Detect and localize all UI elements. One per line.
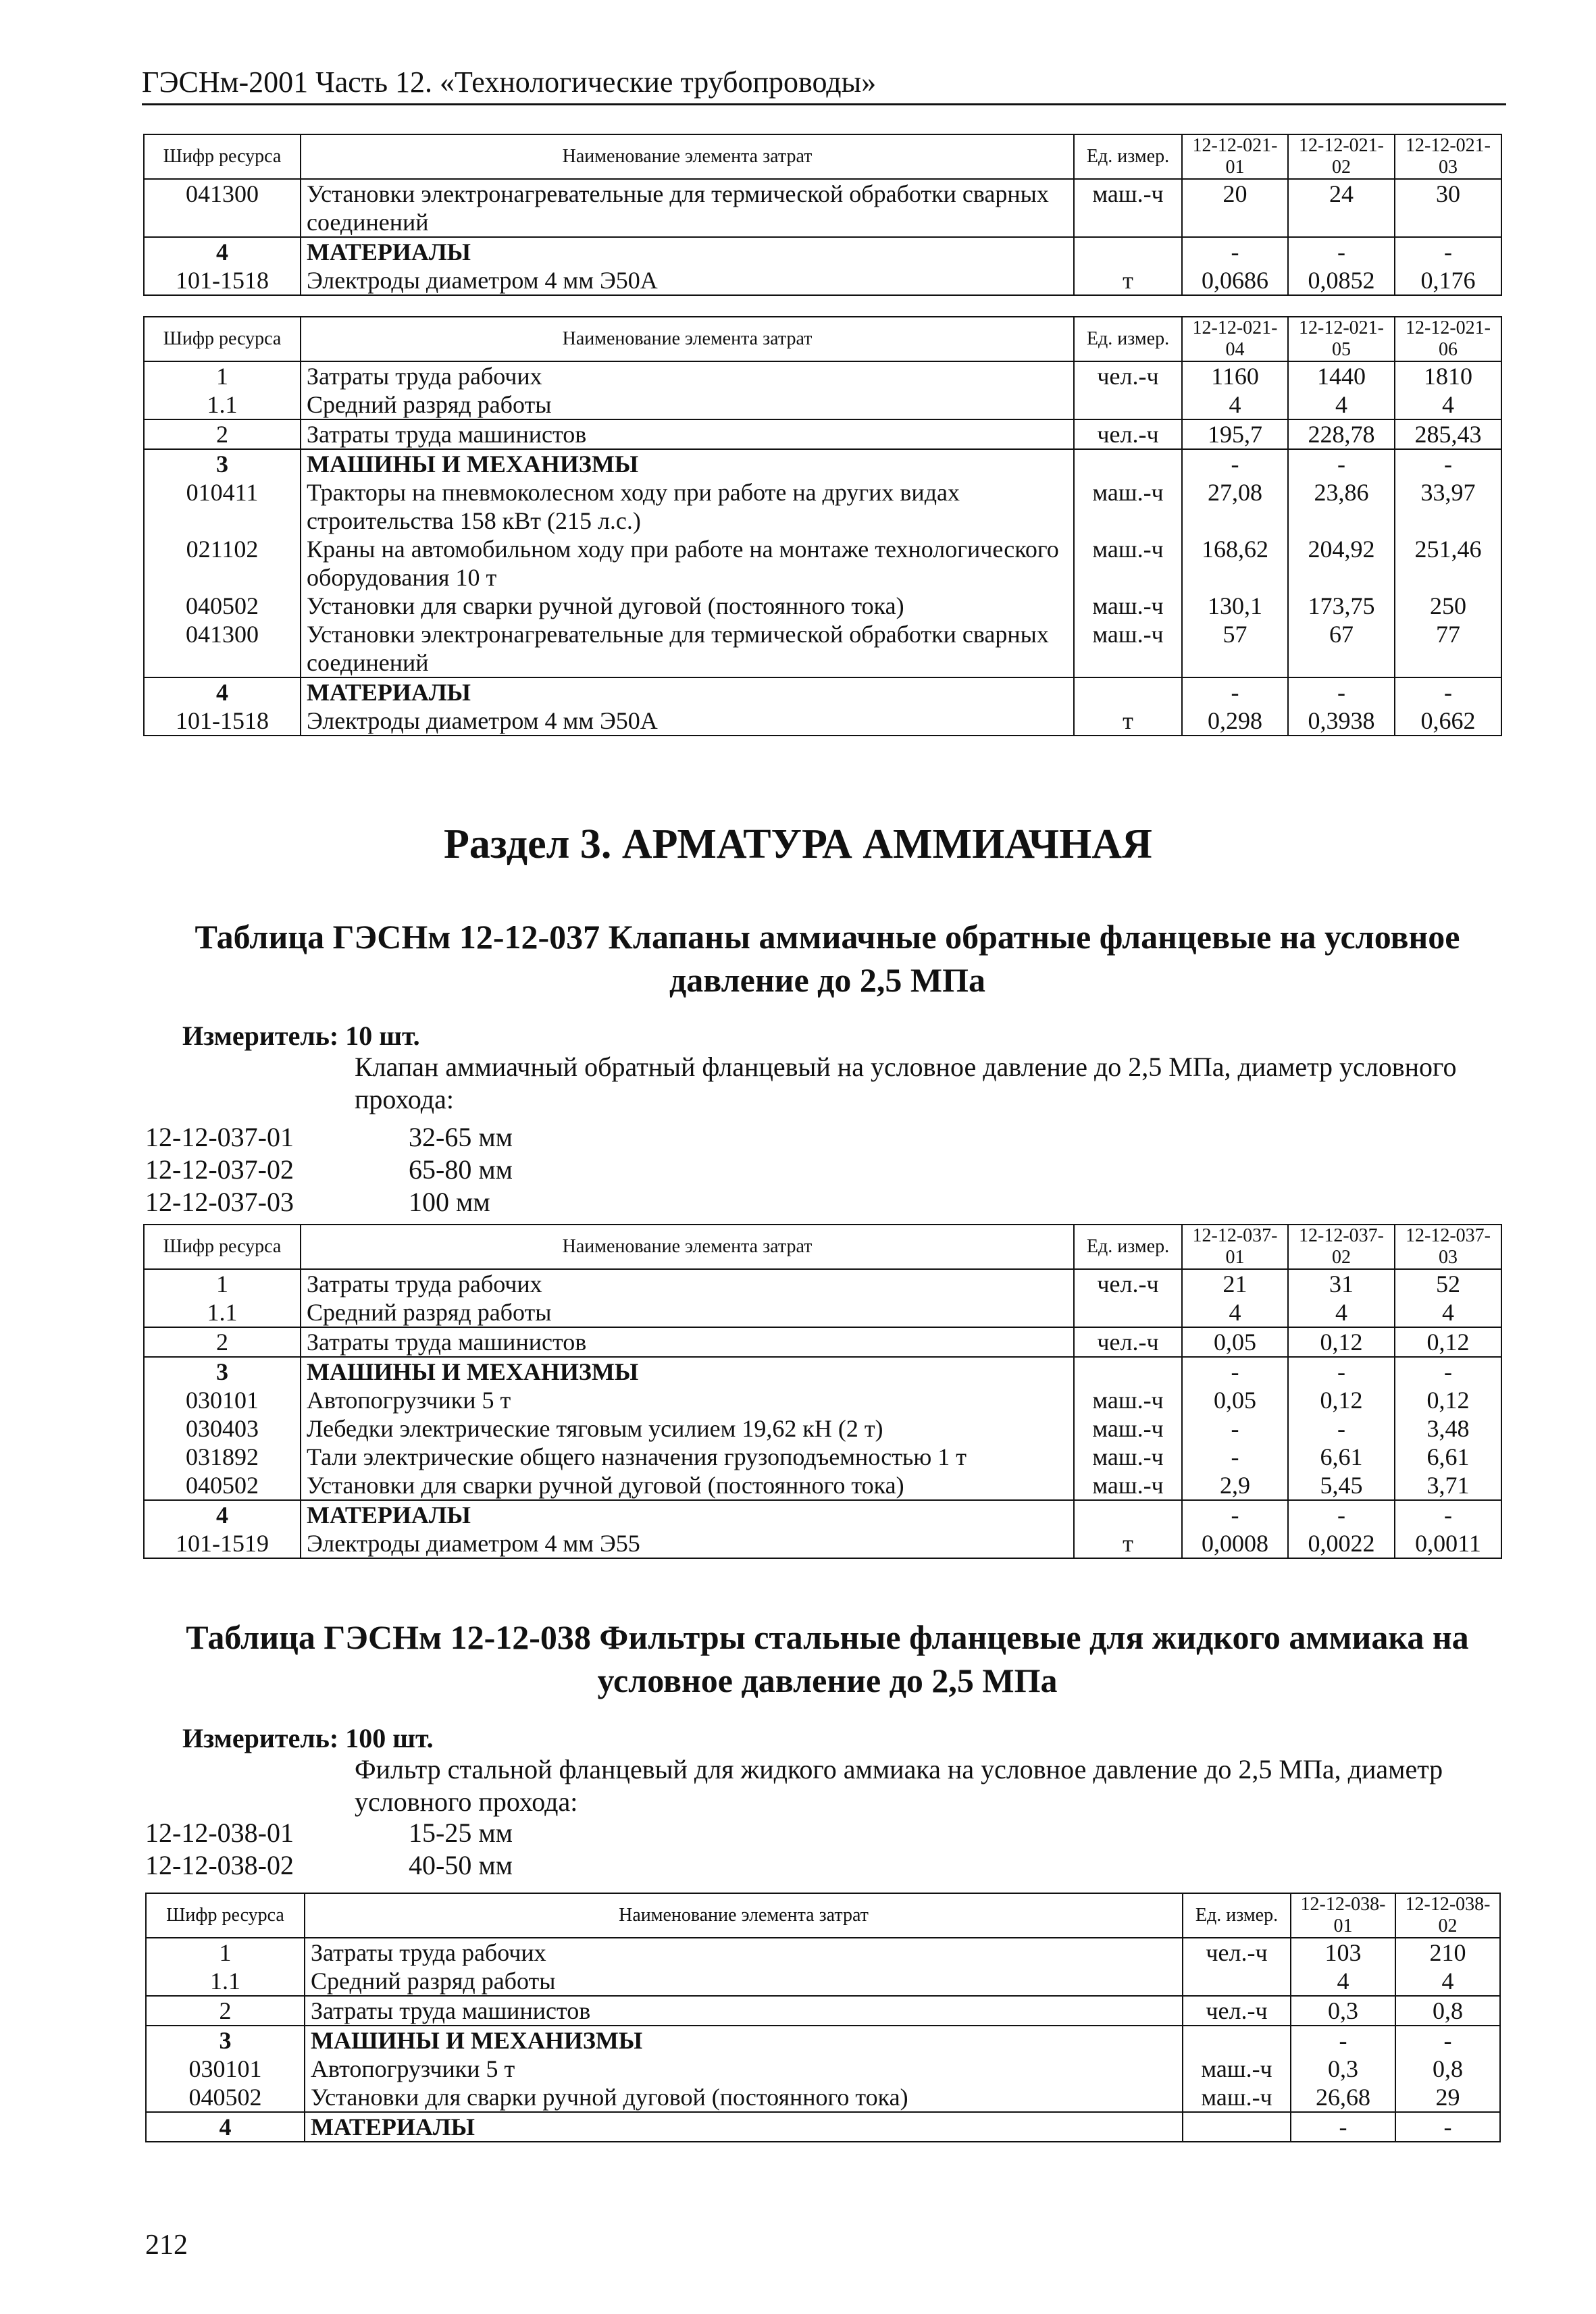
- value: -: [1182, 449, 1288, 478]
- unit: маш.-ч: [1183, 2055, 1291, 2083]
- table-row: [144, 1298, 1501, 1327]
- group-title: МАШИНЫ И МЕХАНИЗМЫ: [301, 1357, 1074, 1386]
- col-norm-header: 12-12-038-01: [1291, 1893, 1395, 1938]
- col-unit-header: Ед. измер.: [1183, 1893, 1291, 1938]
- value: 103: [1291, 1938, 1395, 1967]
- table-title-038: Таблица ГЭСНм 12-12-038 Фильтры стальные фланцевые для жидкого аммиака на условное давление до 2,5 МПа: [186, 1618, 1469, 1699]
- unit: маш.-ч: [1074, 179, 1182, 237]
- unit: [1183, 2026, 1291, 2055]
- table-header: [144, 134, 1501, 179]
- value: 77: [1395, 620, 1501, 677]
- value: 130,1: [1182, 592, 1288, 620]
- resource-code: 3: [144, 449, 301, 478]
- value: 0,12: [1288, 1386, 1395, 1414]
- resource-name: Затраты труда рабочих: [301, 1269, 1074, 1298]
- resource-code: 021102: [144, 535, 301, 592]
- unit: [1074, 677, 1182, 706]
- value: 4: [1291, 1967, 1395, 1996]
- unit: маш.-ч: [1074, 1414, 1182, 1443]
- group-title: МАТЕРИАЛЫ: [301, 1500, 1074, 1529]
- value: 0,8: [1395, 1996, 1500, 2026]
- table-header: [146, 1893, 1500, 1938]
- table-row: [144, 677, 1501, 706]
- value: -: [1288, 677, 1395, 706]
- table-header: [144, 317, 1501, 361]
- value: 67: [1288, 620, 1395, 677]
- table-row: [144, 1386, 1501, 1414]
- value: -: [1182, 1357, 1288, 1386]
- col-code-header: Шифр ресурса: [144, 317, 301, 361]
- value: 4: [1288, 1298, 1395, 1327]
- value: 0,3: [1291, 1996, 1395, 2026]
- value: -: [1288, 237, 1395, 266]
- value: -: [1395, 677, 1501, 706]
- resource-name: Электроды диаметром 4 мм Э50А: [301, 706, 1074, 736]
- value: 0,662: [1395, 706, 1501, 736]
- resource-table-038: [145, 1893, 1501, 2142]
- unit: чел.-ч: [1074, 1269, 1182, 1298]
- col-norm-header: 12-12-021-05: [1288, 317, 1395, 361]
- variant-text: 40-50 мм: [409, 1850, 513, 1880]
- resource-name: Средний разряд работы: [301, 1298, 1074, 1327]
- value: 4: [1395, 1967, 1500, 1996]
- value: -: [1395, 237, 1501, 266]
- value: 0,0852: [1288, 266, 1395, 295]
- variant-code: 12-12-037-01: [145, 1122, 294, 1152]
- resource-code: 2: [144, 419, 301, 449]
- value: 23,86: [1288, 478, 1395, 535]
- resource-name: Средний разряд работы: [305, 1967, 1183, 1996]
- value: 251,46: [1395, 535, 1501, 592]
- section-title: Раздел 3. АРМАТУРА АММИАЧНАЯ: [444, 821, 1152, 867]
- value: 0,12: [1395, 1327, 1501, 1357]
- measure-line: [182, 1020, 420, 1052]
- col-norm-header: 12-12-038-02: [1395, 1893, 1500, 1938]
- col-name-header: Наименование элемента затрат: [301, 317, 1074, 361]
- resource-code: 101-1518: [144, 706, 301, 736]
- table-row: [144, 237, 1501, 266]
- resource-code: 030403: [144, 1414, 301, 1443]
- resource-name: Автопогрузчики 5 т: [305, 2055, 1183, 2083]
- value: 30: [1395, 179, 1501, 237]
- unit: [1183, 2112, 1291, 2142]
- table-row: [144, 478, 1501, 535]
- table-row: [144, 419, 1501, 449]
- resource-code: 010411: [144, 478, 301, 535]
- variant-text: 15-25 мм: [409, 1818, 513, 1848]
- resource-name: Электроды диаметром 4 мм Э55: [301, 1529, 1074, 1558]
- value: -: [1291, 2112, 1395, 2142]
- resource-code: 3: [144, 1357, 301, 1386]
- value: 21: [1182, 1269, 1288, 1298]
- running-header: ГЭСНм-2001 Часть 12. «Технологические трубопроводы»: [142, 65, 1506, 105]
- resource-code: 040502: [144, 1471, 301, 1500]
- value: 0,0686: [1182, 266, 1288, 295]
- unit: маш.-ч: [1074, 620, 1182, 677]
- unit: т: [1074, 706, 1182, 736]
- resource-name: Тали электрические общего назначения грузоподъемностью 1 т: [301, 1443, 1074, 1471]
- value: 4: [1182, 1298, 1288, 1327]
- resource-code: 041300: [144, 620, 301, 677]
- table-row: [144, 620, 1501, 677]
- table-row: [144, 179, 1501, 237]
- value: 3,48: [1395, 1414, 1501, 1443]
- unit: [1074, 1298, 1182, 1327]
- resource-code: 1.1: [144, 390, 301, 419]
- value: -: [1291, 2026, 1395, 2055]
- value: 228,78: [1288, 419, 1395, 449]
- value: 6,61: [1395, 1443, 1501, 1471]
- value: 0,05: [1182, 1386, 1288, 1414]
- variant-code: 12-12-037-03: [145, 1187, 294, 1217]
- group-title: МАТЕРИАЛЫ: [305, 2112, 1183, 2142]
- table-row: [144, 1357, 1501, 1386]
- col-norm-header: 12-12-021-04: [1182, 317, 1288, 361]
- group-title: МАШИНЫ И МЕХАНИЗМЫ: [305, 2026, 1183, 2055]
- value: 0,3: [1291, 2055, 1395, 2083]
- page-number: 212: [145, 2230, 188, 2261]
- resource-code: 1.1: [144, 1298, 301, 1327]
- resource-table-021-04-06: [143, 316, 1502, 736]
- resource-code: 031892: [144, 1443, 301, 1471]
- value: -: [1182, 1443, 1288, 1471]
- value: -: [1288, 1500, 1395, 1529]
- value: 0,0022: [1288, 1529, 1395, 1558]
- value: 2,9: [1182, 1471, 1288, 1500]
- resource-name: Затраты труда машинистов: [301, 419, 1074, 449]
- value: 57: [1182, 620, 1288, 677]
- resource-code: 040502: [146, 2083, 305, 2112]
- value: 0,12: [1288, 1327, 1395, 1357]
- value: 5,45: [1288, 1471, 1395, 1500]
- value: 285,43: [1395, 419, 1501, 449]
- unit: [1074, 1357, 1182, 1386]
- resource-name: Тракторы на пневмоколесном ходу при работе на других видах строительства 158 кВт (215 л.с.): [301, 478, 1074, 535]
- resource-name: Затраты труда машинистов: [301, 1327, 1074, 1357]
- value: 0,0011: [1395, 1529, 1501, 1558]
- resource-code: 4: [146, 2112, 305, 2142]
- resource-code: 2: [144, 1327, 301, 1357]
- unit: маш.-ч: [1074, 535, 1182, 592]
- resource-name: Установки для сварки ручной дуговой (постоянного тока): [301, 1471, 1074, 1500]
- table-row: [144, 592, 1501, 620]
- value: 173,75: [1288, 592, 1395, 620]
- resource-name: Электроды диаметром 4 мм Э50А: [301, 266, 1074, 295]
- resource-name: Затраты труда рабочих: [305, 1938, 1183, 1967]
- table-row: [144, 706, 1501, 736]
- table-row: [146, 1938, 1500, 1967]
- value: 0,176: [1395, 266, 1501, 295]
- table-row: [146, 2083, 1500, 2112]
- value: -: [1288, 449, 1395, 478]
- resource-name: Затраты труда рабочих: [301, 361, 1074, 390]
- resource-code: 4: [144, 237, 301, 266]
- table-title-037: Таблица ГЭСНм 12-12-037 Клапаны аммиачные обратные фланцевые на условное давление до 2,5 МПа: [195, 918, 1460, 999]
- unit: [1074, 390, 1182, 419]
- resource-code: 101-1519: [144, 1529, 301, 1558]
- table-description: Клапан аммиачный обратный фланцевый на условное давление до 2,5 МПа, диаметр условного прохода:: [355, 1052, 1457, 1114]
- variant-code: 12-12-037-02: [145, 1154, 294, 1185]
- table-row: [144, 361, 1501, 390]
- value: 4: [1182, 390, 1288, 419]
- resource-code: 040502: [144, 592, 301, 620]
- col-unit-header: Ед. измер.: [1074, 317, 1182, 361]
- unit: чел.-ч: [1183, 1996, 1291, 2026]
- measure-value: 10 шт.: [345, 1021, 420, 1051]
- measure-value: 100 шт.: [345, 1723, 434, 1753]
- resource-name: Затраты труда машинистов: [305, 1996, 1183, 2026]
- col-norm-header: 12-12-021-03: [1395, 134, 1501, 179]
- value: -: [1182, 237, 1288, 266]
- col-norm-header: 12-12-037-01: [1182, 1225, 1288, 1269]
- unit: [1074, 1500, 1182, 1529]
- resource-code: 4: [144, 1500, 301, 1529]
- unit: маш.-ч: [1074, 478, 1182, 535]
- col-code-header: Шифр ресурса: [146, 1893, 305, 1938]
- unit: т: [1074, 1529, 1182, 1558]
- variant-code: 12-12-038-01: [145, 1818, 294, 1848]
- unit: т: [1074, 266, 1182, 295]
- value: 6,61: [1288, 1443, 1395, 1471]
- unit: маш.-ч: [1074, 1471, 1182, 1500]
- table-row: [144, 1443, 1501, 1471]
- value: 1810: [1395, 361, 1501, 390]
- table-row: [144, 1414, 1501, 1443]
- value: 0,298: [1182, 706, 1288, 736]
- measure-label: Измеритель:: [182, 1021, 339, 1051]
- value: -: [1395, 449, 1501, 478]
- col-code-header: Шифр ресурса: [144, 134, 301, 179]
- value: 195,7: [1182, 419, 1288, 449]
- variant-text: 65-80 мм: [409, 1154, 513, 1185]
- group-title: МАШИНЫ И МЕХАНИЗМЫ: [301, 449, 1074, 478]
- table-header: [144, 1225, 1501, 1269]
- value: -: [1182, 1414, 1288, 1443]
- variant-row: [145, 1186, 490, 1218]
- value: 31: [1288, 1269, 1395, 1298]
- resource-code: 1.1: [146, 1967, 305, 1996]
- unit: маш.-ч: [1074, 592, 1182, 620]
- value: 0,12: [1395, 1386, 1501, 1414]
- table-row: [146, 1967, 1500, 1996]
- resource-code: 3: [146, 2026, 305, 2055]
- table-row: [144, 1529, 1501, 1558]
- variant-row: [145, 1154, 513, 1185]
- unit: [1074, 237, 1182, 266]
- col-code-header: Шифр ресурса: [144, 1225, 301, 1269]
- table-row: [144, 266, 1501, 295]
- unit: маш.-ч: [1074, 1386, 1182, 1414]
- resource-code: 041300: [144, 179, 301, 237]
- unit: [1074, 449, 1182, 478]
- table-row: [144, 449, 1501, 478]
- resource-name: Установки электронагревательные для термической обработки сварных соединений: [301, 179, 1074, 237]
- value: -: [1182, 677, 1288, 706]
- value: 0,05: [1182, 1327, 1288, 1357]
- table-row: [146, 2055, 1500, 2083]
- unit: чел.-ч: [1183, 1938, 1291, 1967]
- resource-name: Лебедки электрические тяговым усилием 19,62 кН (2 т): [301, 1414, 1074, 1443]
- col-unit-header: Ед. измер.: [1074, 1225, 1182, 1269]
- value: 1160: [1182, 361, 1288, 390]
- value: 204,92: [1288, 535, 1395, 592]
- table-row: [144, 1500, 1501, 1529]
- value: -: [1395, 1500, 1501, 1529]
- value: 4: [1395, 390, 1501, 419]
- value: 52: [1395, 1269, 1501, 1298]
- value: -: [1288, 1357, 1395, 1386]
- unit: чел.-ч: [1074, 361, 1182, 390]
- resource-code: 101-1518: [144, 266, 301, 295]
- resource-name: Установки для сварки ручной дуговой (постоянного тока): [305, 2083, 1183, 2112]
- value: 24: [1288, 179, 1395, 237]
- value: 250: [1395, 592, 1501, 620]
- unit: маш.-ч: [1074, 1443, 1182, 1471]
- value: 0,8: [1395, 2055, 1500, 2083]
- group-title: МАТЕРИАЛЫ: [301, 677, 1074, 706]
- value: -: [1395, 1357, 1501, 1386]
- variant-row: [145, 1849, 513, 1881]
- value: 29: [1395, 2083, 1500, 2112]
- unit: маш.-ч: [1183, 2083, 1291, 2112]
- unit: чел.-ч: [1074, 419, 1182, 449]
- resource-name: Краны на автомобильном ходу при работе на монтаже технологического оборудования 10 т: [301, 535, 1074, 592]
- value: 0,3938: [1288, 706, 1395, 736]
- col-norm-header: 12-12-021-02: [1288, 134, 1395, 179]
- col-name-header: Наименование элемента затрат: [301, 134, 1074, 179]
- variant-code: 12-12-038-02: [145, 1850, 294, 1880]
- resource-name: Автопогрузчики 5 т: [301, 1386, 1074, 1414]
- value: 3,71: [1395, 1471, 1501, 1500]
- table-row: [146, 2026, 1500, 2055]
- measure-line: [182, 1722, 434, 1754]
- resource-code: 4: [144, 677, 301, 706]
- measure-label: Измеритель:: [182, 1723, 339, 1753]
- resource-code: 030101: [146, 2055, 305, 2083]
- variant-text: 100 мм: [409, 1187, 490, 1217]
- value: 20: [1182, 179, 1288, 237]
- table-row: [144, 535, 1501, 592]
- value: 4: [1395, 1298, 1501, 1327]
- col-norm-header: 12-12-037-02: [1288, 1225, 1395, 1269]
- resource-code: 2: [146, 1996, 305, 2026]
- resource-code: 1: [144, 1269, 301, 1298]
- unit: чел.-ч: [1074, 1327, 1182, 1357]
- resource-code: 1: [144, 361, 301, 390]
- table-row: [144, 1327, 1501, 1357]
- value: 210: [1395, 1938, 1500, 1967]
- value: 168,62: [1182, 535, 1288, 592]
- table-row: [144, 1471, 1501, 1500]
- resource-name: Установки электронагревательные для термической обработки сварных соединений: [301, 620, 1074, 677]
- resource-name: Установки для сварки ручной дуговой (постоянного тока): [301, 592, 1074, 620]
- variant-text: 32-65 мм: [409, 1122, 513, 1152]
- group-title: МАТЕРИАЛЫ: [301, 237, 1074, 266]
- value: 4: [1288, 390, 1395, 419]
- value: -: [1182, 1500, 1288, 1529]
- unit: [1183, 1967, 1291, 1996]
- value: -: [1288, 1414, 1395, 1443]
- value: 0,0008: [1182, 1529, 1288, 1558]
- table-row: [144, 390, 1501, 419]
- resource-code: 030101: [144, 1386, 301, 1414]
- table-row: [146, 1996, 1500, 2026]
- variant-row: [145, 1817, 513, 1849]
- value: 33,97: [1395, 478, 1501, 535]
- col-name-header: Наименование элемента затрат: [301, 1225, 1074, 1269]
- col-unit-header: Ед. измер.: [1074, 134, 1182, 179]
- col-norm-header: 12-12-021-01: [1182, 134, 1288, 179]
- resource-name: Средний разряд работы: [301, 390, 1074, 419]
- value: 26,68: [1291, 2083, 1395, 2112]
- table-row: [146, 2112, 1500, 2142]
- value: 27,08: [1182, 478, 1288, 535]
- value: -: [1395, 2026, 1500, 2055]
- resource-code: 1: [146, 1938, 305, 1967]
- col-name-header: Наименование элемента затрат: [305, 1893, 1183, 1938]
- table-row: [144, 1269, 1501, 1298]
- col-norm-header: 12-12-037-03: [1395, 1225, 1501, 1269]
- resource-table-021-01-03: [143, 134, 1502, 296]
- resource-table-037: [143, 1224, 1502, 1559]
- col-norm-header: 12-12-021-06: [1395, 317, 1501, 361]
- variant-row: [145, 1121, 513, 1153]
- value: -: [1395, 2112, 1500, 2142]
- table-description: Фильтр стальной фланцевый для жидкого аммиака на условное давление до 2,5 МПа, диаметр условного прохода:: [355, 1754, 1443, 1817]
- value: 1440: [1288, 361, 1395, 390]
